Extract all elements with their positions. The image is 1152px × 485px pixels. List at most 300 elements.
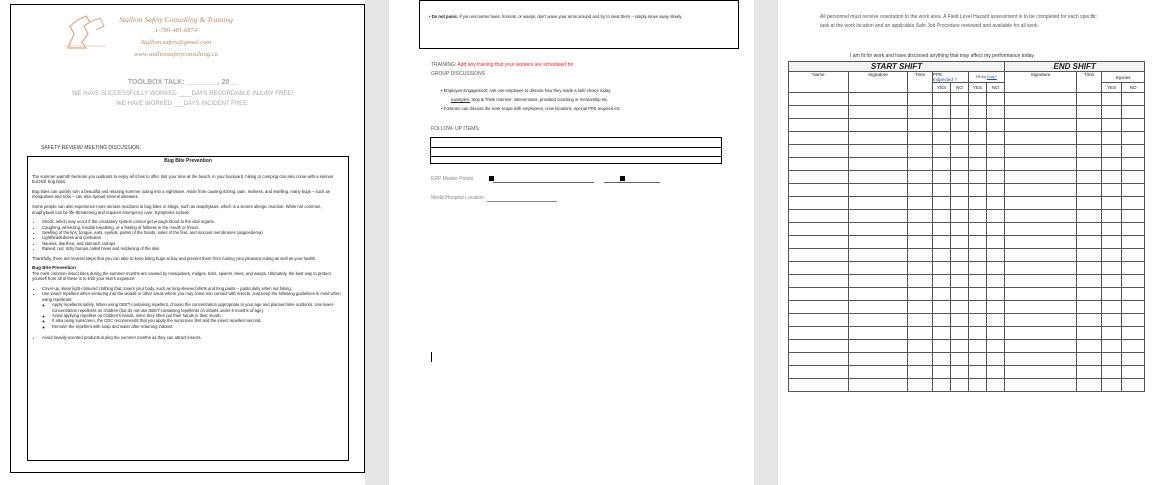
table-row[interactable] [789, 249, 1145, 262]
table-row[interactable] [789, 288, 1145, 301]
table-cell[interactable] [969, 327, 987, 340]
table-cell[interactable] [908, 314, 933, 327]
table-row[interactable] [789, 379, 1145, 392]
table-cell[interactable] [789, 340, 849, 353]
table-cell[interactable] [1122, 158, 1145, 171]
tip-box [419, 0, 739, 49]
table-cell[interactable] [951, 301, 969, 314]
table-cell[interactable] [933, 353, 951, 366]
bullet-1: • Employee Engagement: Ask one employee to discuss how they made a safe choice today. [441, 88, 612, 93]
table-cell[interactable] [969, 210, 987, 223]
table-cell[interactable] [951, 93, 969, 106]
table-cell[interactable] [1102, 314, 1122, 327]
list-item: • Raised, red, itchy bumps called hives and reddening of the skin. [42, 246, 344, 251]
table-cell[interactable] [969, 197, 987, 210]
table-cell[interactable] [1102, 236, 1122, 249]
table-cell[interactable] [908, 171, 933, 184]
table-cell[interactable] [969, 288, 987, 301]
table-cell[interactable] [1102, 223, 1122, 236]
erp-line-2 [604, 182, 660, 183]
table-cell[interactable] [951, 210, 969, 223]
table-cell[interactable] [933, 262, 951, 275]
table-row[interactable] [789, 106, 1145, 119]
table-cell[interactable] [951, 366, 969, 379]
table-cell[interactable] [1102, 184, 1122, 197]
table-cell[interactable] [789, 366, 849, 379]
table-cell[interactable] [1077, 119, 1102, 132]
injuries-no: NO [1122, 83, 1145, 93]
table-cell[interactable] [933, 379, 951, 392]
table-cell[interactable] [1102, 249, 1122, 262]
table-row[interactable] [789, 327, 1145, 340]
table-cell[interactable] [908, 132, 933, 145]
table-cell[interactable] [1122, 275, 1145, 288]
table-cell[interactable] [1077, 236, 1102, 249]
table-cell[interactable] [951, 379, 969, 392]
table-cell[interactable] [789, 106, 849, 119]
table-cell[interactable] [1102, 366, 1122, 379]
company-name: Stallion Safety Consulting & Training [119, 15, 233, 24]
attendance-rows[interactable] [789, 93, 1145, 392]
table-cell[interactable] [1122, 223, 1145, 236]
table-cell[interactable] [1077, 301, 1102, 314]
table-cell[interactable] [908, 197, 933, 210]
table-cell[interactable] [1077, 106, 1102, 119]
table-cell[interactable] [1102, 171, 1122, 184]
table-cell[interactable] [789, 275, 849, 288]
table-cell[interactable] [849, 158, 908, 171]
table-cell[interactable] [1102, 106, 1122, 119]
table-cell[interactable] [969, 145, 987, 158]
table-cell[interactable] [987, 288, 1005, 301]
table-cell[interactable] [1077, 366, 1102, 379]
table-cell[interactable] [969, 301, 987, 314]
table-cell[interactable] [849, 314, 908, 327]
table-cell[interactable] [849, 236, 908, 249]
table-cell[interactable] [933, 223, 951, 236]
table-cell[interactable] [1122, 314, 1145, 327]
table-cell[interactable] [908, 184, 933, 197]
table-cell[interactable] [987, 106, 1005, 119]
table-cell[interactable] [933, 236, 951, 249]
table-cell[interactable] [1102, 132, 1122, 145]
table-cell[interactable] [908, 288, 933, 301]
table-cell[interactable] [969, 106, 987, 119]
table-cell[interactable] [987, 197, 1005, 210]
table-cell[interactable] [951, 249, 969, 262]
table-row[interactable] [789, 353, 1145, 366]
table-cell[interactable] [1005, 314, 1077, 327]
table-cell[interactable] [849, 262, 908, 275]
table-cell[interactable] [1102, 197, 1122, 210]
table-cell[interactable] [789, 93, 849, 106]
table-cell[interactable] [1122, 379, 1145, 392]
table-cell[interactable] [987, 210, 1005, 223]
table-cell[interactable] [1005, 275, 1077, 288]
table-cell[interactable] [987, 275, 1005, 288]
table-row[interactable] [789, 132, 1145, 145]
table-cell[interactable] [1122, 197, 1145, 210]
training-label: TRAINING: [431, 62, 457, 68]
table-row[interactable] [789, 366, 1145, 379]
table-cell[interactable] [933, 106, 951, 119]
table-cell[interactable] [987, 249, 1005, 262]
table-cell[interactable] [987, 158, 1005, 171]
table-cell[interactable] [951, 106, 969, 119]
table-cell[interactable] [1122, 171, 1145, 184]
table-cell[interactable] [849, 301, 908, 314]
table-cell[interactable] [1005, 366, 1077, 379]
table-cell[interactable] [1077, 171, 1102, 184]
table-cell[interactable] [951, 184, 969, 197]
table-cell[interactable] [908, 106, 933, 119]
examples-link[interactable]: examples: [451, 97, 471, 102]
table-cell[interactable] [849, 119, 908, 132]
table-cell[interactable] [1005, 184, 1077, 197]
table-cell[interactable] [1077, 197, 1102, 210]
table-cell[interactable] [1122, 184, 1145, 197]
table-cell[interactable] [987, 314, 1005, 327]
table-cell[interactable] [1077, 262, 1102, 275]
table-cell[interactable] [1005, 379, 1077, 392]
table-row[interactable] [789, 223, 1145, 236]
table-cell[interactable] [1077, 184, 1102, 197]
table-cell[interactable] [987, 327, 1005, 340]
table-cell[interactable] [849, 223, 908, 236]
table-cell[interactable] [1077, 340, 1102, 353]
table-cell[interactable] [969, 379, 987, 392]
table-cell[interactable] [1122, 288, 1145, 301]
table-cell[interactable] [908, 340, 933, 353]
table-cell[interactable] [987, 236, 1005, 249]
table-cell[interactable] [789, 171, 849, 184]
table-cell[interactable] [789, 249, 849, 262]
table-cell[interactable] [951, 327, 969, 340]
table-cell[interactable] [1102, 288, 1122, 301]
table-cell[interactable] [1077, 249, 1102, 262]
table-cell[interactable] [849, 106, 908, 119]
table-cell[interactable] [908, 353, 933, 366]
table-cell[interactable] [789, 158, 849, 171]
table-cell[interactable] [933, 327, 951, 340]
table-cell[interactable] [1005, 106, 1077, 119]
table-cell[interactable] [908, 379, 933, 392]
tip-text: Use insect repellent when venturing into the woods or other areas where you may come into contact with insects. Just keep the following guidelines in mind when using repellents: [42, 291, 341, 302]
table-cell[interactable] [969, 340, 987, 353]
table-cell[interactable] [849, 288, 908, 301]
table-cell[interactable] [1077, 210, 1102, 223]
table-cell[interactable] [789, 132, 849, 145]
table-cell[interactable] [849, 197, 908, 210]
table-cell[interactable] [789, 184, 849, 197]
table-cell[interactable] [789, 327, 849, 340]
col-signature-2: Signature [1005, 72, 1077, 93]
table-cell[interactable] [1102, 262, 1122, 275]
table-cell[interactable] [1122, 353, 1145, 366]
table-cell[interactable] [1102, 210, 1122, 223]
table-cell[interactable] [951, 275, 969, 288]
table-cell[interactable] [987, 353, 1005, 366]
table-cell[interactable] [849, 210, 908, 223]
table-cell[interactable] [987, 366, 1005, 379]
table-row[interactable] [789, 301, 1145, 314]
table-row[interactable] [789, 145, 1145, 158]
table-cell[interactable] [1122, 145, 1145, 158]
table-cell[interactable] [1122, 249, 1145, 262]
table-cell[interactable] [1102, 379, 1122, 392]
table-cell[interactable] [849, 353, 908, 366]
bullet-2: • Foremen can discuss the work scope with employees, crew locations, special PPE required etc. [441, 106, 621, 111]
table-cell[interactable] [1005, 301, 1077, 314]
table-cell[interactable] [969, 314, 987, 327]
table-cell[interactable] [987, 93, 1005, 106]
table-row[interactable] [789, 314, 1145, 327]
table-row[interactable] [789, 184, 1145, 197]
table-cell[interactable] [1005, 353, 1077, 366]
table-cell[interactable] [789, 223, 849, 236]
table-cell[interactable] [1102, 301, 1122, 314]
table-cell[interactable] [908, 249, 933, 262]
table-cell[interactable] [908, 223, 933, 236]
table-cell[interactable] [1005, 93, 1077, 106]
list-item: ◦ Apply repellents safely. When using DEET-containing repellent, choose the concentration appropriate to your age and planned time outdoors. Use lower-concentration repellents on children (but do not use DEET-containing repellents on infants under 6 months of age). [52, 302, 344, 313]
table-cell[interactable] [789, 314, 849, 327]
table-cell[interactable] [789, 262, 849, 275]
table-cell[interactable] [789, 119, 849, 132]
table-cell[interactable] [1122, 262, 1145, 275]
table-cell[interactable] [908, 301, 933, 314]
table-cell[interactable] [849, 132, 908, 145]
table-cell[interactable] [849, 93, 908, 106]
table-cell[interactable] [951, 262, 969, 275]
table-cell[interactable] [969, 132, 987, 145]
table-cell[interactable] [933, 93, 951, 106]
table-cell[interactable] [969, 236, 987, 249]
table-row[interactable] [789, 236, 1145, 249]
table-cell[interactable] [1005, 145, 1077, 158]
table-cell[interactable] [987, 223, 1005, 236]
table-cell[interactable] [849, 184, 908, 197]
table-cell[interactable] [1005, 236, 1077, 249]
table-cell[interactable] [1102, 119, 1122, 132]
table-cell[interactable] [951, 353, 969, 366]
table-cell[interactable] [987, 262, 1005, 275]
table-cell[interactable] [1077, 93, 1102, 106]
table-cell[interactable] [789, 145, 849, 158]
table-cell[interactable] [1077, 314, 1102, 327]
table-cell[interactable] [1005, 262, 1077, 275]
table-cell[interactable] [933, 145, 951, 158]
table-cell[interactable] [933, 210, 951, 223]
table-cell[interactable] [789, 301, 849, 314]
table-cell[interactable] [1122, 132, 1145, 145]
table-cell[interactable] [987, 379, 1005, 392]
table-cell[interactable] [1122, 119, 1145, 132]
table-cell[interactable] [1122, 210, 1145, 223]
table-cell[interactable] [849, 366, 908, 379]
followup-table[interactable] [430, 137, 722, 164]
table-cell[interactable] [969, 158, 987, 171]
table-cell[interactable] [1077, 353, 1102, 366]
table-cell[interactable] [969, 366, 987, 379]
table-cell[interactable] [987, 132, 1005, 145]
list-item: ◦ If also using sunscreen, the CDC recommends that you apply the sunscreen first and the insect repellent second. [52, 318, 344, 323]
table-cell[interactable] [951, 340, 969, 353]
table-cell[interactable] [969, 119, 987, 132]
table-cell[interactable] [1005, 249, 1077, 262]
col-time-2: Time [1077, 72, 1102, 93]
table-cell[interactable] [933, 301, 951, 314]
table-row[interactable] [789, 197, 1145, 210]
table-cell[interactable] [1077, 223, 1102, 236]
table-row[interactable] [789, 210, 1145, 223]
table-cell[interactable] [789, 197, 849, 210]
table-cell[interactable] [951, 145, 969, 158]
sub-title: Bug Bite Prevention [32, 265, 76, 271]
table-cell[interactable] [969, 353, 987, 366]
table-cell[interactable] [951, 119, 969, 132]
table-cell[interactable] [987, 301, 1005, 314]
table-cell[interactable] [951, 171, 969, 184]
table-cell[interactable] [951, 236, 969, 249]
table-cell[interactable] [1077, 288, 1102, 301]
table-cell[interactable] [908, 119, 933, 132]
table-cell[interactable] [1102, 327, 1122, 340]
table-cell[interactable] [1122, 93, 1145, 106]
table-cell[interactable] [933, 132, 951, 145]
table-cell[interactable] [908, 262, 933, 275]
table-cell[interactable] [987, 340, 1005, 353]
table-row[interactable] [789, 93, 1145, 106]
table-cell[interactable] [987, 119, 1005, 132]
table-cell[interactable] [1005, 171, 1077, 184]
table-row[interactable] [789, 262, 1145, 275]
table-cell[interactable] [1122, 106, 1145, 119]
col-time: Time [908, 72, 933, 93]
table-cell[interactable] [1102, 275, 1122, 288]
table-cell[interactable] [1005, 132, 1077, 145]
table-cell[interactable] [951, 197, 969, 210]
table-cell[interactable] [1005, 327, 1077, 340]
table-cell[interactable] [933, 119, 951, 132]
tip-bold: Do not panic. [431, 14, 459, 19]
table-cell[interactable] [849, 340, 908, 353]
checkbox-icon[interactable] [620, 176, 625, 181]
table-row[interactable] [789, 171, 1145, 184]
table-cell[interactable] [1005, 197, 1077, 210]
table-row[interactable] [789, 340, 1145, 353]
table-cell[interactable] [933, 314, 951, 327]
table-cell[interactable] [933, 275, 951, 288]
table-cell[interactable] [849, 379, 908, 392]
table-cell[interactable] [1077, 145, 1102, 158]
table-cell[interactable] [969, 262, 987, 275]
table-cell[interactable] [969, 275, 987, 288]
table-cell[interactable] [933, 197, 951, 210]
table-cell[interactable] [849, 171, 908, 184]
table-cell[interactable] [933, 340, 951, 353]
table-cell[interactable] [1005, 223, 1077, 236]
table-cell[interactable] [849, 249, 908, 262]
table-cell[interactable] [933, 171, 951, 184]
table-cell[interactable] [1005, 288, 1077, 301]
table-cell[interactable] [1005, 158, 1077, 171]
table-cell[interactable] [1077, 327, 1102, 340]
table-cell[interactable] [789, 379, 849, 392]
table-cell[interactable] [987, 145, 1005, 158]
table-cell[interactable] [951, 223, 969, 236]
table-row[interactable] [789, 119, 1145, 132]
end-shift-heading: END SHIFT [1005, 62, 1145, 72]
table-cell[interactable] [1122, 340, 1145, 353]
table-cell[interactable] [908, 93, 933, 106]
table-cell[interactable] [1102, 340, 1122, 353]
table-cell[interactable] [908, 236, 933, 249]
table-cell[interactable] [969, 223, 987, 236]
table-cell[interactable] [789, 288, 849, 301]
table-cell[interactable] [933, 249, 951, 262]
table-row[interactable] [789, 158, 1145, 171]
table-cell[interactable] [908, 327, 933, 340]
table-cell[interactable] [908, 158, 933, 171]
table-cell[interactable] [908, 210, 933, 223]
table-cell[interactable] [1102, 158, 1122, 171]
table-cell[interactable] [1077, 132, 1102, 145]
table-cell[interactable] [951, 132, 969, 145]
table-cell[interactable] [969, 249, 987, 262]
table-cell[interactable] [951, 288, 969, 301]
table-cell[interactable] [969, 184, 987, 197]
attendance-table[interactable] [788, 61, 1145, 392]
checkbox-icon[interactable] [489, 176, 494, 181]
table-row[interactable] [789, 275, 1145, 288]
table-cell[interactable] [951, 158, 969, 171]
table-cell[interactable] [1102, 93, 1122, 106]
table-cell[interactable] [1077, 275, 1102, 288]
table-cell[interactable] [951, 314, 969, 327]
table-cell[interactable] [1122, 366, 1145, 379]
table-cell[interactable] [908, 366, 933, 379]
table-cell[interactable] [1005, 119, 1077, 132]
table-cell[interactable] [1122, 236, 1145, 249]
table-cell[interactable] [969, 93, 987, 106]
table-cell[interactable] [789, 210, 849, 223]
table-cell[interactable] [1005, 340, 1077, 353]
table-cell[interactable] [987, 171, 1005, 184]
table-cell[interactable] [1102, 353, 1122, 366]
table-cell[interactable] [849, 327, 908, 340]
table-cell[interactable] [1122, 327, 1145, 340]
table-cell[interactable] [908, 145, 933, 158]
table-cell[interactable] [849, 275, 908, 288]
table-cell[interactable] [1102, 145, 1122, 158]
table-cell[interactable] [933, 184, 951, 197]
table-cell[interactable] [849, 145, 908, 158]
table-cell[interactable] [789, 353, 849, 366]
table-cell[interactable] [987, 184, 1005, 197]
table-cell[interactable] [1005, 210, 1077, 223]
table-cell[interactable] [908, 275, 933, 288]
table-cell[interactable] [933, 288, 951, 301]
ppe-no: NO [951, 83, 969, 93]
table-cell[interactable] [969, 171, 987, 184]
table-cell[interactable] [933, 158, 951, 171]
table-cell[interactable] [1077, 158, 1102, 171]
table-cell[interactable] [933, 366, 951, 379]
table-cell[interactable] [1077, 379, 1102, 392]
table-cell[interactable] [789, 236, 849, 249]
table-cell[interactable] [1122, 301, 1145, 314]
